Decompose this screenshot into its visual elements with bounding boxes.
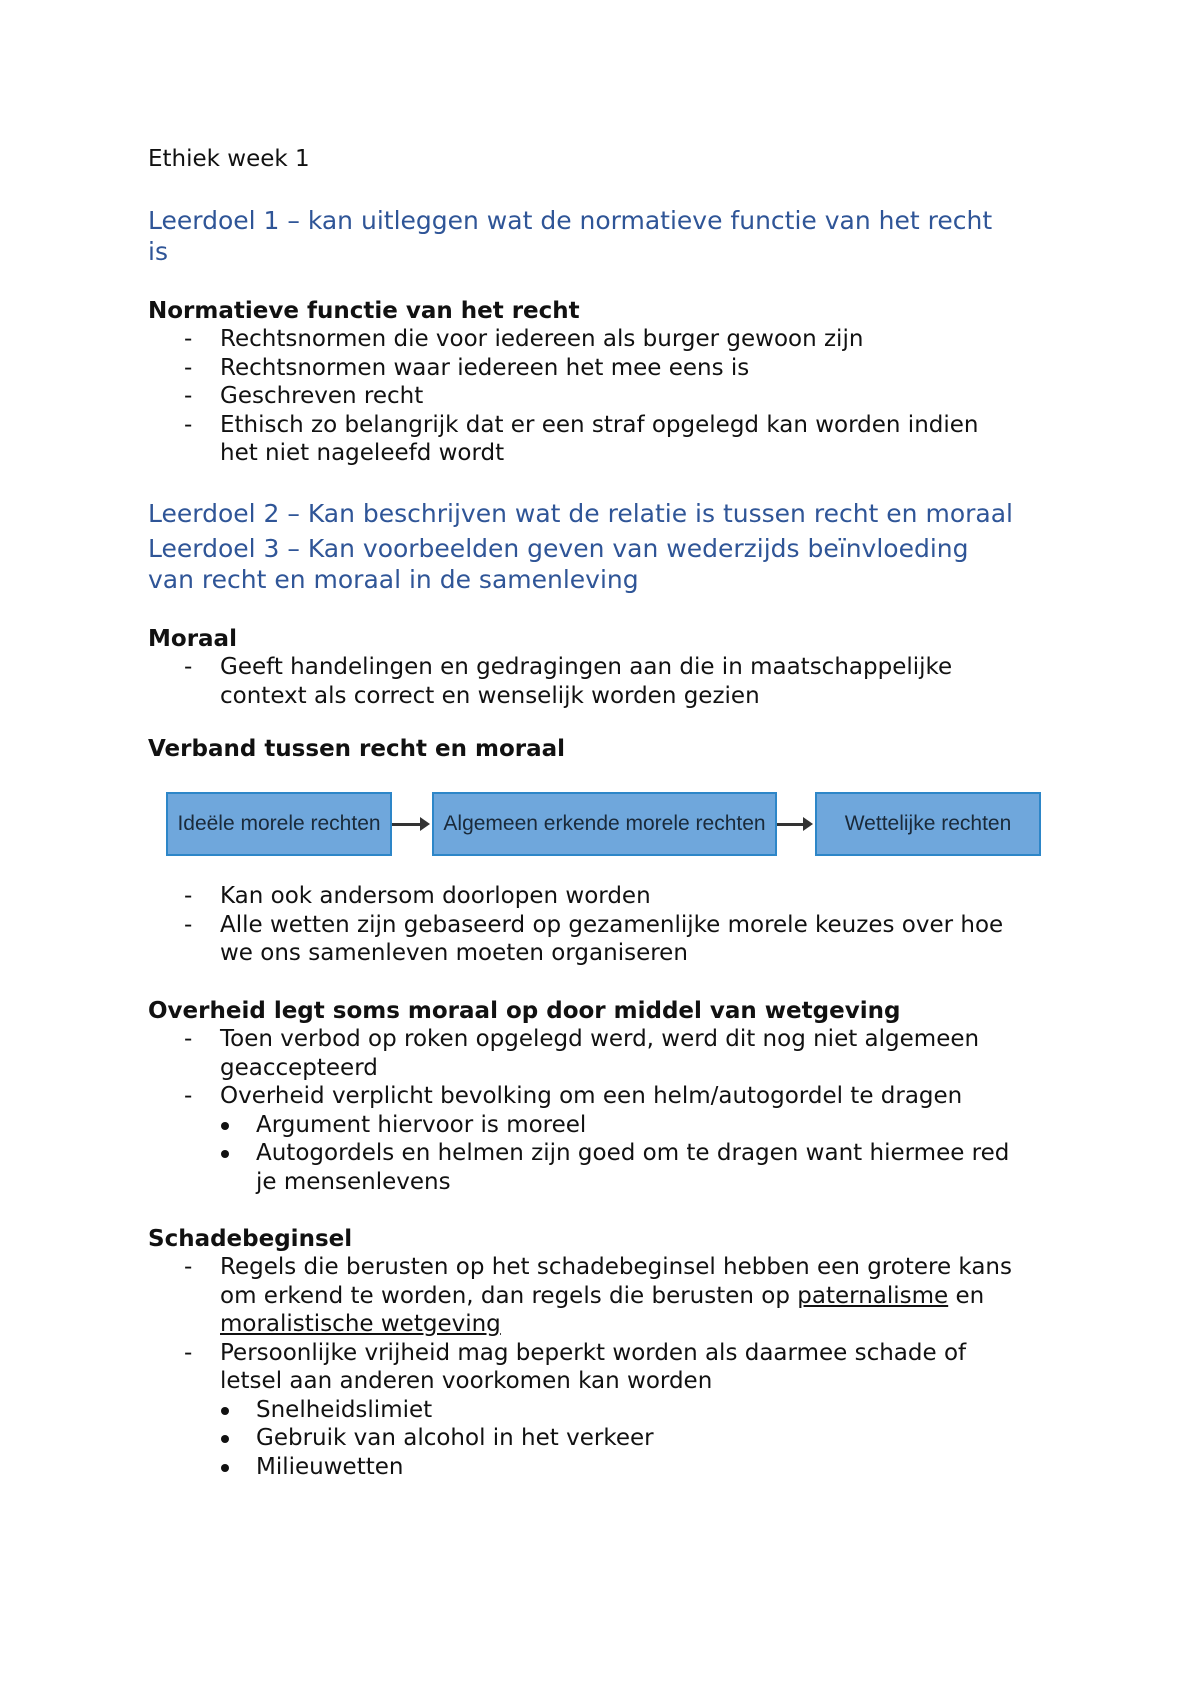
bullet-dot-icon xyxy=(221,1150,229,1158)
overheid-list xyxy=(148,1025,1078,1196)
arrow-right-icon xyxy=(777,823,809,826)
learning-goal-1-line2: is xyxy=(148,237,168,266)
list-item: - Kan ook andersom doorlopen worden xyxy=(184,883,651,909)
normatief-list xyxy=(148,325,1078,468)
dash-marker: - xyxy=(184,654,193,680)
list-item-continuation: letsel aan anderen voorkomen kan worden xyxy=(220,1368,713,1394)
bullet-dot-icon xyxy=(221,1464,229,1472)
heading-overheid: Overheid legt soms moraal op door middel van wetgeving xyxy=(148,998,901,1024)
dash-marker: - xyxy=(184,1254,193,1280)
bullet-item: Snelheidslimiet xyxy=(148,1396,1078,1425)
list-item-continuation: om erkend te worden, dan regels die berusten op paternalisme en xyxy=(220,1282,985,1309)
underlined-term-moralistische-wetgeving: moralistische wetgeving xyxy=(220,1311,501,1337)
list-item-continuation: het niet nageleefd wordt xyxy=(220,440,505,466)
list-item: - Geeft handelingen en gedragingen aan die in maatschappelijke xyxy=(184,654,953,680)
flow-diagram xyxy=(166,792,1041,860)
bullet-item: Milieuwetten xyxy=(148,1453,1078,1482)
dash-marker: - xyxy=(184,1026,193,1052)
diagram-box-wettelijk: Wettelijke rechten xyxy=(815,792,1041,856)
dash-marker: - xyxy=(184,883,193,909)
learning-goal-1-line1: Leerdoel 1 – kan uitleggen wat de normatieve functie van het recht xyxy=(148,206,993,235)
bullet-item: Autogordels en helmen zijn goed om te dragen want hiermee red xyxy=(148,1139,1078,1168)
moraal-list xyxy=(148,653,1078,710)
bullet-dot-icon xyxy=(221,1435,229,1443)
list-item-continuation: context als correct en wenselijk worden gezien xyxy=(220,682,760,709)
bullet-dot-icon xyxy=(221,1122,229,1130)
bullet-item: Argument hiervoor is moreel xyxy=(148,1111,1078,1140)
learning-goal-3 xyxy=(148,533,1078,595)
dash-marker: - xyxy=(184,911,193,938)
learning-goal-1 xyxy=(148,205,1078,267)
list-item: - Overheid verplicht bevolking om een helm/autogordel te dragen xyxy=(184,1083,963,1109)
learning-goal-2: Leerdoel 2 – Kan beschrijven wat de relatie is tussen recht en moraal xyxy=(148,499,1013,528)
list-item: - Rechtsnormen waar iedereen het mee eens is xyxy=(184,354,750,381)
diagram-box-algemeen: Algemeen erkende morele rechten xyxy=(432,792,777,856)
document-title: Ethiek week 1 xyxy=(148,146,310,172)
dash-marker: - xyxy=(184,383,193,409)
learning-goal-3-line1: Leerdoel 3 – Kan voorbeelden geven van wederzijds beïnvloeding xyxy=(148,534,969,563)
arrow-right-icon xyxy=(392,823,426,826)
diagram-box-ideele: Ideële morele rechten xyxy=(166,792,392,856)
list-item: - Rechtsnormen die voor iedereen als burger gewoon zijn xyxy=(184,326,864,352)
bullet-dot-icon xyxy=(221,1407,229,1415)
list-item-continuation: we ons samenleven moeten organiseren xyxy=(220,940,688,966)
verband-list xyxy=(148,882,1078,968)
learning-goal-3-line2: van recht en moraal in de samenleving xyxy=(148,565,639,594)
bullet-item: Gebruik van alcohol in het verkeer xyxy=(148,1424,1078,1453)
bullet-item-continuation: je mensenlevens xyxy=(256,1168,451,1195)
list-item: - Alle wetten zijn gebaseerd op gezamenlijke morele keuzes over hoe xyxy=(184,911,1004,938)
dash-marker: - xyxy=(184,1339,193,1366)
heading-moraal: Moraal xyxy=(148,626,237,652)
schade-list xyxy=(148,1253,1078,1481)
list-item-continuation: geaccepteerd xyxy=(220,1054,378,1081)
dash-marker: - xyxy=(184,326,193,352)
dash-marker: - xyxy=(184,411,193,438)
list-item-continuation xyxy=(148,1310,1078,1339)
list-item: - Ethisch zo belangrijk dat er een straf opgelegd kan worden indien xyxy=(184,411,979,438)
heading-schadebeginsel: Schadebeginsel xyxy=(148,1226,353,1252)
heading-normatieve-functie: Normatieve functie van het recht xyxy=(148,298,580,324)
underlined-term-paternalisme: paternalisme xyxy=(797,1282,949,1309)
dash-marker: - xyxy=(184,1083,193,1109)
list-item: - Toen verbod op roken opgelegd werd, werd dit nog niet algemeen xyxy=(184,1026,980,1052)
list-item: - Persoonlijke vrijheid mag beperkt worden als daarmee schade of xyxy=(184,1339,967,1366)
list-item: - Regels die berusten op het schadebeginsel hebben een grotere kans xyxy=(184,1254,1012,1280)
heading-verband: Verband tussen recht en moraal xyxy=(148,736,566,762)
list-item: - Geschreven recht xyxy=(184,383,424,409)
dash-marker: - xyxy=(184,354,193,381)
